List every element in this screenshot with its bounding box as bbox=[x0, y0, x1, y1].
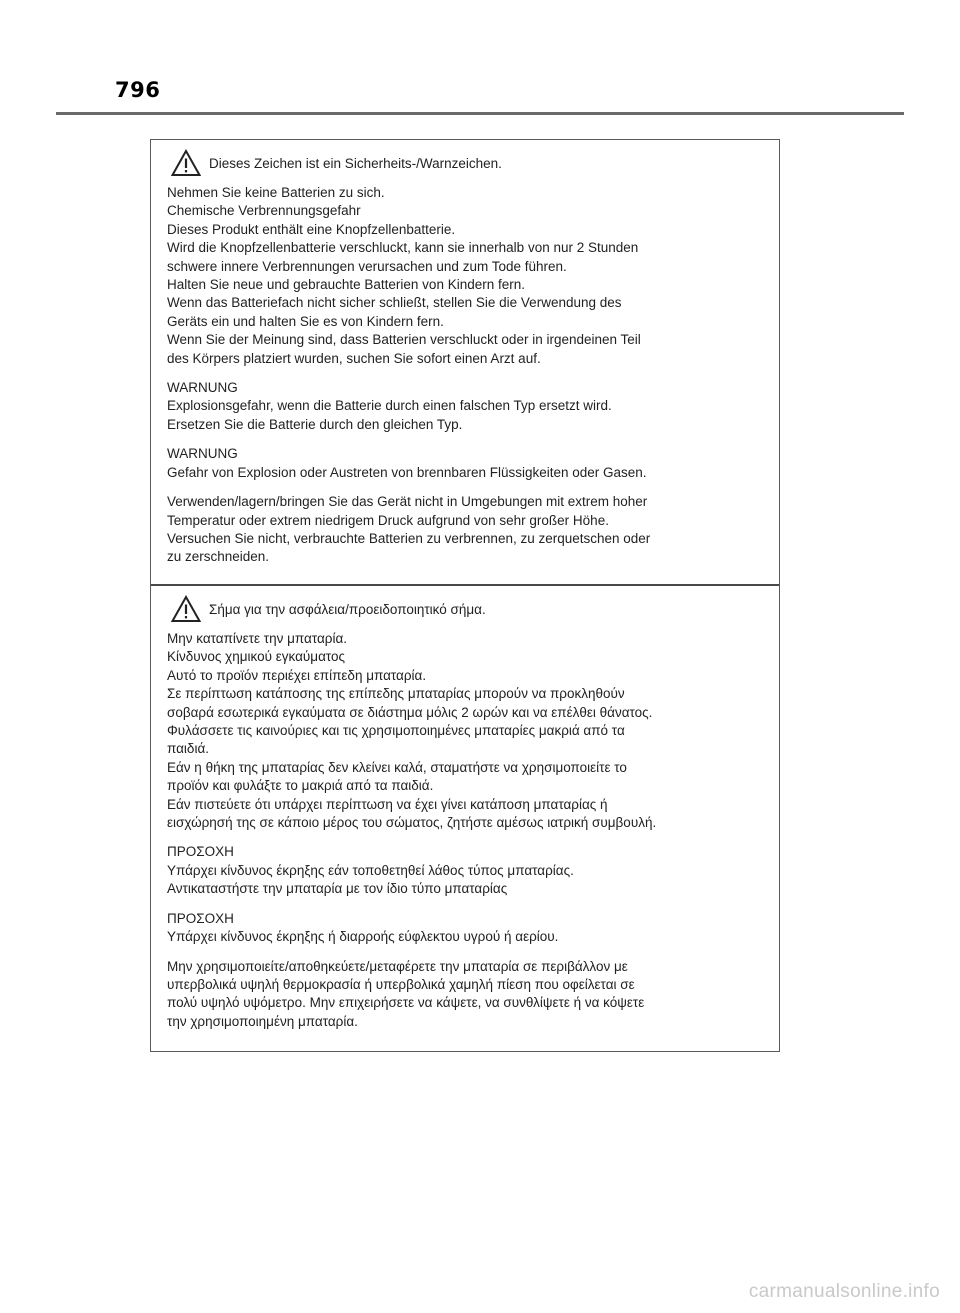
text-line: Αυτό το προϊόν περιέχει επίπεδη μπαταρία. bbox=[167, 667, 427, 683]
text-line: ΠΡΟΣΟΧΗ bbox=[167, 844, 234, 860]
text-line: Κίνδυνος χημικού εγκαύματος bbox=[167, 649, 346, 665]
text-line: Εάν πιστεύετε ότι υπάρχει περίπτωση να έχει γίνει κατάποση μπαταρίας ή bbox=[167, 796, 608, 812]
paragraph bbox=[167, 184, 765, 368]
warning-heading-greek bbox=[167, 594, 765, 624]
text-line: Halten Sie neue und gebrauchte Batterien von Kindern fern. bbox=[167, 277, 525, 293]
text-line: Chemische Verbrennungsgefahr bbox=[167, 203, 361, 219]
text-line: Υπάρχει κίνδυνος έκρηξης εάν τοποθετηθεί λάθος τύπος μπαταρίας. bbox=[167, 862, 574, 878]
page-number: 796 bbox=[115, 78, 161, 102]
paragraph bbox=[167, 958, 765, 1032]
warning-heading-german bbox=[167, 148, 765, 178]
paragraph bbox=[167, 493, 765, 567]
text-line: την χρησιμοποιημένη μπαταρία. bbox=[167, 1013, 358, 1029]
text-line: des Körpers platziert wurden, suchen Sie sofort einen Arzt auf. bbox=[167, 350, 541, 366]
text-line: WARNUNG bbox=[167, 446, 238, 462]
text-line: Nehmen Sie keine Batterien zu sich. bbox=[167, 185, 385, 200]
paragraph bbox=[167, 445, 765, 482]
warning-heading-text: Σήμα για την ασφάλεια/προειδοποιητικό σήμα. bbox=[209, 601, 486, 617]
text-line: Wenn Sie der Meinung sind, dass Batterien verschluckt oder in irgendeinen Teil bbox=[167, 332, 641, 348]
text-line: Versuchen Sie nicht, verbrauchte Batterien zu verbrennen, zu zerquetschen oder bbox=[167, 530, 651, 546]
text-line: παιδιά. bbox=[167, 741, 209, 757]
text-line: Αντικαταστήστε την μπαταρία με τον ίδιο τύπο μπαταρίας bbox=[167, 881, 508, 897]
text-line: Υπάρχει κίνδυνος έκρηξης ή διαρροής εύφλεκτου υγρού ή αερίου. bbox=[167, 929, 559, 945]
watermark: carmanualsonline.info bbox=[748, 1281, 940, 1302]
paragraph bbox=[167, 379, 765, 434]
text-line: Μην καταπίνετε την μπαταρία. bbox=[167, 631, 348, 646]
text-line: σοβαρά εσωτερικά εγκαύματα σε διάστημα μόλις 2 ωρών και να επέλθει θάνατος. bbox=[167, 704, 653, 720]
battery-warning-box bbox=[150, 139, 780, 1052]
text-line: schwere innere Verbrennungen verursachen und zum Tode führen. bbox=[167, 258, 567, 274]
warning-triangle-icon bbox=[171, 149, 201, 177]
text-line: Φυλάσσετε τις καινούριες και τις χρησιμοποιημένες μπαταρίες μακριά από τα bbox=[167, 723, 625, 739]
text-line: Dieses Produkt enthält eine Knopfzellenbatterie. bbox=[167, 221, 456, 237]
text-line: εισχώρησή της σε κάποιο μέρος του σώματος, ζητήστε αμέσως ιατρική συμβουλή. bbox=[167, 815, 657, 831]
text-line: Geräts ein und halten Sie es von Kindern fern. bbox=[167, 313, 444, 329]
text-line: Wird die Knopfzellenbatterie verschluckt, kann sie innerhalb von nur 2 Stunden bbox=[167, 240, 639, 256]
warning-heading-text: Dieses Zeichen ist ein Sicherheits-/Warnzeichen. bbox=[209, 155, 502, 171]
text-line: ΠΡΟΣΟΧΗ bbox=[167, 910, 234, 926]
warning-section-german bbox=[151, 140, 779, 584]
header-rule bbox=[56, 112, 904, 115]
paragraph bbox=[167, 630, 765, 832]
text-line: Μην χρησιμοποιείτε/αποθηκεύετε/μεταφέρετε την μπαταρία σε περιβάλλον με bbox=[167, 958, 628, 974]
text-line: Temperatur oder extrem niedrigem Druck aufgrund von sehr großer Höhe. bbox=[167, 512, 609, 528]
text-line: Εάν η θήκη της μπαταρίας δεν κλείνει καλά, σταματήστε να χρησιμοποιείτε το bbox=[167, 759, 627, 775]
warning-triangle-icon bbox=[171, 595, 201, 623]
text-line: Verwenden/lagern/bringen Sie das Gerät nicht in Umgebungen mit extrem hoher bbox=[167, 494, 648, 510]
text-line: Gefahr von Explosion oder Austreten von brennbaren Flüssigkeiten oder Gasen. bbox=[167, 464, 647, 480]
text-line: υπερβολικά υψηλή θερμοκρασία ή υπερβολικά χαμηλή πίεση που οφείλεται σε bbox=[167, 976, 635, 992]
text-line: WARNUNG bbox=[167, 380, 238, 396]
text-line: πολύ υψηλό υψόμετρο. Μην επιχειρήσετε να κάψετε, να συνθλίψετε ή να κόψετε bbox=[167, 995, 645, 1011]
text-line: Wenn das Batteriefach nicht sicher schließt, stellen Sie die Verwendung des bbox=[167, 295, 622, 311]
text-line: Ersetzen Sie die Batterie durch den gleichen Typ. bbox=[167, 416, 463, 432]
paragraph bbox=[167, 910, 765, 947]
text-line: Σε περίπτωση κατάποσης της επίπεδης μπαταρίας μπορούν να προκληθούν bbox=[167, 686, 625, 702]
text-line: zu zerschneiden. bbox=[167, 549, 270, 565]
text-line: προϊόν και φυλάξτε το μακριά από τα παιδιά. bbox=[167, 778, 434, 794]
warning-section-greek bbox=[151, 584, 779, 1051]
paragraph bbox=[167, 843, 765, 898]
text-line: Explosionsgefahr, wenn die Batterie durch einen falschen Typ ersetzt wird. bbox=[167, 398, 612, 414]
